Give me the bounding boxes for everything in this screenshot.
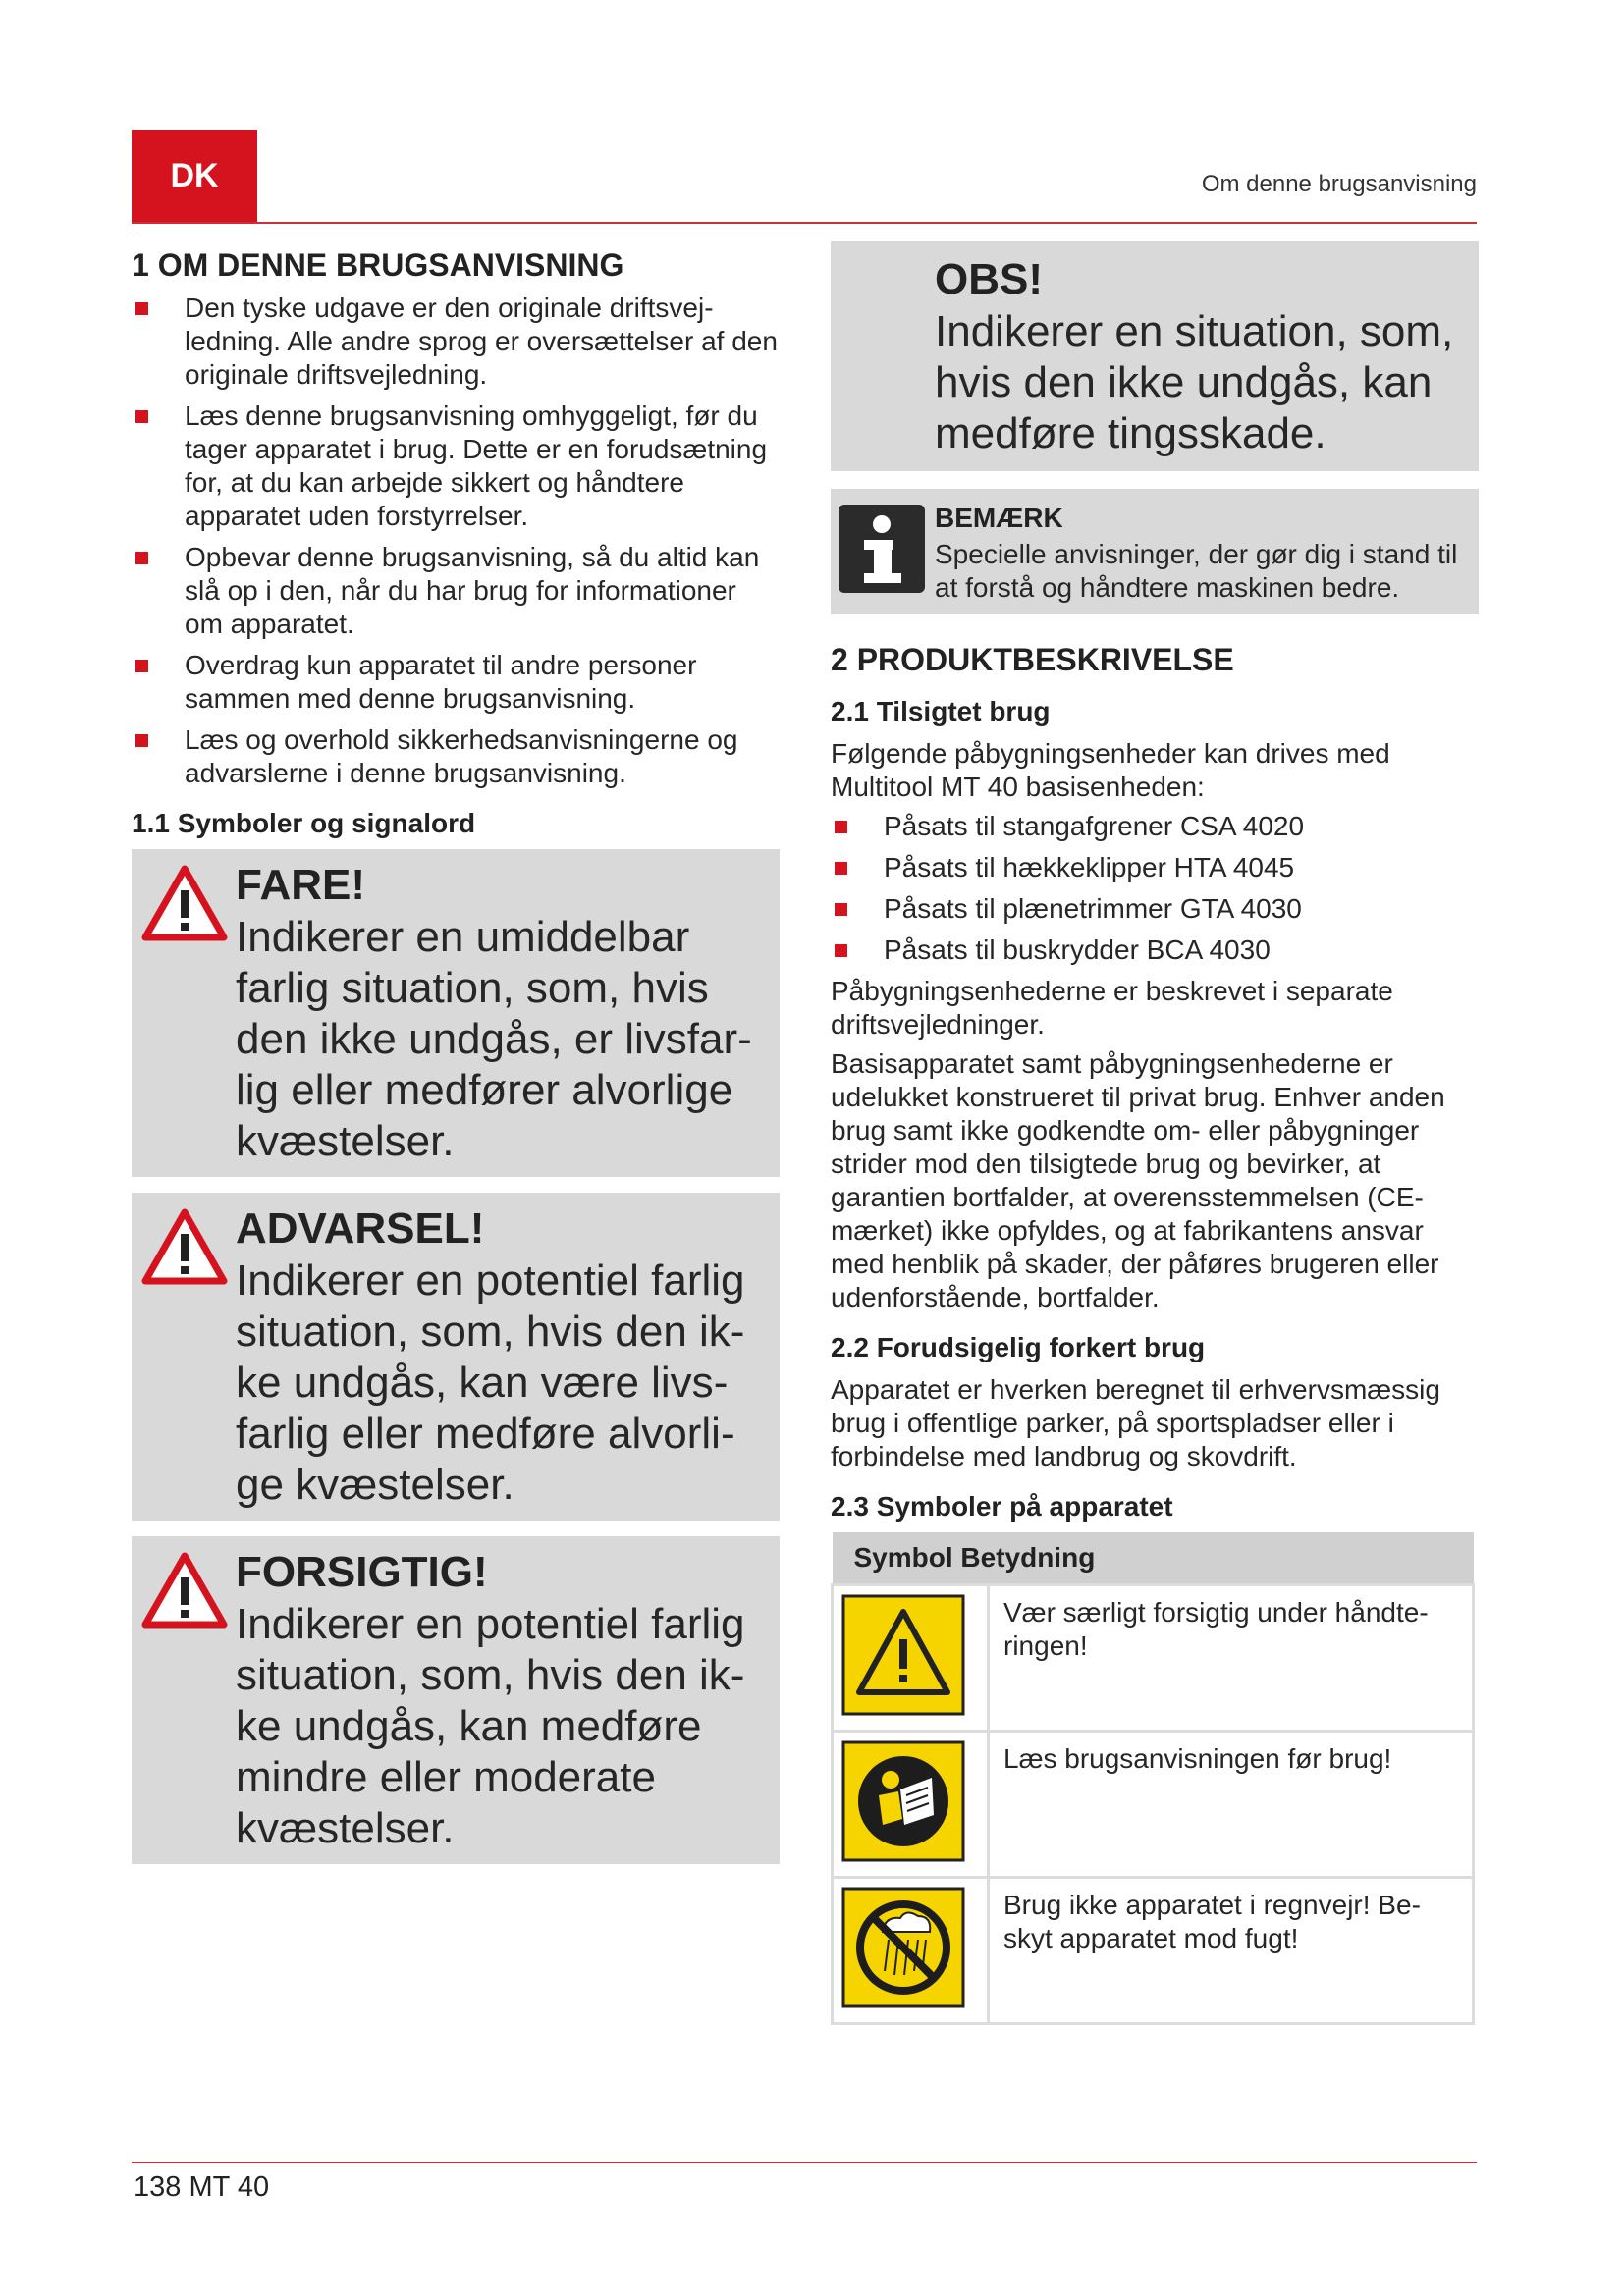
table-row (833, 1585, 1474, 1732)
read-manual-icon (841, 1740, 965, 1862)
warning-triangle-icon (841, 1594, 965, 1716)
list-item-text: Påsats til plænetrimmer GTA 4030 (884, 893, 1302, 924)
bullet-icon (135, 660, 148, 672)
section-1-bullets (132, 292, 780, 790)
warning-triangle-icon (141, 863, 228, 943)
section-1-title: 1 OM DENNE BRUGSANVISNING (132, 247, 624, 283)
forsigtig-box (132, 1536, 780, 1864)
section-2-1-paragraph-1: Påbygningsenhederne er beskrevet i separate driftsvejledninger. (831, 976, 1393, 1040)
section-2-3-title: 2.3 Symboler på apparatet (831, 1491, 1173, 1522)
list-item-text: Læs denne brugsanvisning omhyggeligt, før du tager apparatet i brug. Dette er en forudsætning for, at du kan arbejde sikkert og håndtere apparatet uden forstyrrelser. (185, 400, 768, 531)
section-2-2-title: 2.2 Forudsigelig forkert brug (831, 1332, 1206, 1362)
bullet-icon (135, 552, 148, 564)
section-2-2-text: Apparatet er hverken beregnet til erhvervsmæssig brug i offentlige parker, på sportspladser eller i forbindelse med landbrug og skovdrift. (831, 1374, 1440, 1471)
attachment-list (831, 810, 1479, 967)
bullet-icon (835, 862, 847, 875)
no-rain-icon (841, 1887, 965, 2008)
symbol-cell (833, 1878, 989, 2024)
table-row (833, 1732, 1474, 1878)
symbol-cell (833, 1732, 989, 1878)
list-item (132, 723, 780, 790)
section-2-1-intro: Følgende påbygningsenheder kan drives med Multitool MT 40 basisenheden: (831, 738, 1390, 802)
right-column (831, 241, 1479, 2025)
forsigtig-text: Indikerer en potentiel farlig situation, som, hvis den ikke undgås, kan medføre mindre eller moderate kvæstelser. (236, 1600, 745, 1852)
section-2-1-paragraph-2: Basisapparatet samt påbygningsenhederne er udelukket konstrueret til privat brug. Enhver anden brug samt ikke godkendte om- eller påbygninger strider mod den tilsigtede brug og bevirker, at garantien bortfalder, at overensstemmelsen (CE-mærket) ikke opfyldes, og at fabrikantens ansvar med henblik på skader, der påføres brugeren eller udenforstående, bortfalder. (831, 1048, 1445, 1312)
section-2-1-title: 2.1 Tilsigtet brug (831, 696, 1051, 726)
section-1-1-title: 1.1 Symboler og signalord (132, 808, 476, 838)
bullet-icon (135, 302, 148, 315)
list-item-text: Overdrag kun apparatet til andre personer sammen med denne brugsanvisning. (185, 650, 697, 714)
symbol-table (831, 1532, 1475, 2025)
meaning-cell: Vær særligt forsigtig under håndteringen! (989, 1585, 1474, 1732)
meaning-cell: Læs brugsanvisningen før brug! (989, 1732, 1474, 1878)
fare-box (132, 849, 780, 1177)
obs-text: Indikerer en situation, som, hvis den ikke undgås, kan medføre tingsskade. (935, 307, 1454, 457)
list-item (831, 810, 1479, 843)
list-item (132, 400, 780, 533)
fare-title: FARE! (236, 861, 365, 909)
list-item (132, 541, 780, 641)
language-tab: DK (132, 130, 257, 222)
obs-title: OBS! (935, 255, 1043, 303)
left-column (132, 241, 780, 1880)
note-text: Specielle anvisninger, der gør dig i stand til at forstå og håndtere maskinen bedre. (935, 539, 1458, 603)
note-title: BEMÆRK (935, 503, 1063, 533)
list-item-text: Den tyske udgave er den originale driftsvejledning. Alle andre sprog er oversættelser af den originale driftsvejledning. (185, 293, 778, 390)
fare-text: Indikerer en umiddelbar farlig situation, som, hvis den ikke undgås, er livsfarlig eller medfører alvorlige kvæstelser. (236, 913, 752, 1165)
page-footer: 138 MT 40 (134, 2171, 270, 2203)
warning-triangle-icon (141, 1550, 228, 1630)
advarsel-title: ADVARSEL! (236, 1204, 485, 1253)
bullet-icon (835, 903, 847, 916)
obs-box (831, 241, 1479, 471)
warning-triangle-icon (141, 1206, 228, 1287)
forsigtig-title: FORSIGTIG! (236, 1548, 488, 1596)
list-item-text: Læs og overhold sikkerhedsanvisningerne og advarslerne i denne brugsanvisning. (185, 724, 738, 788)
advarsel-text: Indikerer en potentiel farlig situation, som, hvis den ikke undgås, kan være livsfarlig eller medføre alvorlige kvæstelser. (236, 1256, 745, 1509)
list-item-text: Påsats til stangafgrener CSA 4020 (884, 811, 1305, 841)
list-item (831, 892, 1479, 926)
footer-rule (132, 2162, 1477, 2163)
list-item-text: Opbevar denne brugsanvisning, så du altid kan slå op i den, når du har brug for informationer om apparatet. (185, 542, 760, 639)
header-rule (132, 222, 1477, 224)
advarsel-box (132, 1193, 780, 1521)
info-icon (839, 505, 925, 593)
table-header-row (833, 1532, 1474, 1585)
list-item-text: Påsats til buskrydder BCA 4030 (884, 934, 1271, 965)
running-header: Om denne brugsanvisning (1201, 171, 1477, 197)
list-item (831, 851, 1479, 884)
list-item (831, 934, 1479, 967)
list-item (132, 649, 780, 716)
list-item-text: Påsats til hækkeklipper HTA 4045 (884, 852, 1295, 882)
table-row (833, 1878, 1474, 2024)
section-2-title: 2 PRODUKTBESKRIVELSE (831, 642, 1234, 677)
bullet-icon (835, 944, 847, 957)
table-header: Symbol Betydning (833, 1532, 1474, 1585)
meaning-cell: Brug ikke apparatet i regnvejr! Beskyt apparatet mod fugt! (989, 1878, 1474, 2024)
symbol-cell (833, 1585, 989, 1732)
bullet-icon (135, 734, 148, 747)
bullet-icon (135, 410, 148, 423)
bullet-icon (835, 821, 847, 833)
note-box (831, 489, 1479, 614)
list-item (132, 292, 780, 392)
